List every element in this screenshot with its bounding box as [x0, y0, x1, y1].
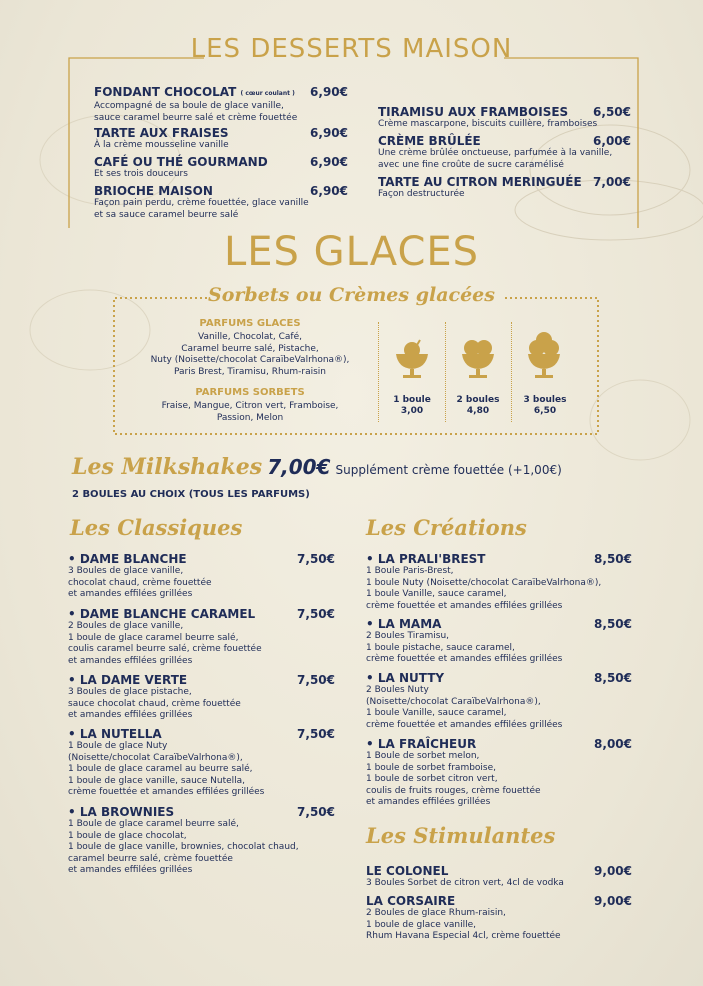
dessert-price: 6,50€: [593, 105, 631, 119]
glaces-title: LES GLACES: [223, 229, 480, 275]
dessert-tiramisu: [378, 105, 631, 131]
dessert-brioche: [94, 184, 348, 221]
dessert-creme-brulee: [378, 134, 631, 171]
item-price: 8,50€: [594, 617, 632, 631]
creations-title: Les Créations: [366, 515, 527, 540]
three-scoop-cup-icon: [526, 330, 562, 382]
dessert-tarte-fraises: [94, 126, 348, 152]
item-price: 9,00€: [594, 864, 632, 878]
divider: [445, 322, 446, 422]
dessert-price: 6,90€: [310, 155, 348, 169]
dessert-tarte-citron: [378, 175, 631, 201]
dessert-desc: Une crème brûlée onctueuse, parfumée à la vanille, avec une fine croûte de sucre caramélisé: [378, 148, 613, 170]
item-price: 8,50€: [594, 671, 632, 685]
desserts-title: LES DESSERTS MAISON: [190, 34, 513, 64]
dessert-desc: Crème mascarpone, biscuits cuillère, framboises: [378, 119, 598, 129]
dessert-desc: Façon pain perdu, crème fouettée, glace vanille et sa sauce caramel beurre salé: [94, 198, 309, 220]
parfums-sorbets-title: PARFUMS SORBETS: [195, 387, 305, 398]
parfums-glaces-list: Vanille, Chocolat, Café, Caramel beurre salé, Pistache, Nuty (Noisette/chocolat CaraïbeValrhona®), Paris Brest, Tiramisu, Rhum-raisin: [150, 332, 350, 377]
scoop-3: [518, 395, 572, 417]
dessert-desc: Accompagné de sa boule de glace vanille, sauce caramel beurre salé et crème fouettée: [94, 101, 298, 123]
parfums-glaces-title: PARFUMS GLACES: [199, 318, 301, 329]
dessert-name: FONDANT CHOCOLAT: [94, 85, 237, 99]
dessert-desc: À la crème mousseline vanille: [94, 140, 229, 150]
item-price: 7,50€: [297, 607, 335, 621]
item-name: LA CORSAIRE: [366, 894, 456, 908]
dessert-desc: Façon destructurée: [378, 189, 465, 199]
item-name: • DAME BLANCHE CARAMEL: [68, 607, 256, 621]
item-name: • DAME BLANCHE: [68, 552, 187, 566]
dessert-name: TARTE AUX FRAISES: [94, 126, 229, 140]
item-desc: 1 Boule de sorbet melon, 1 boule de sorbet framboise, 1 boule de sorbet citron vert, coulis de fruits rouges, crème fouettée et amandes effilées grillées: [366, 751, 541, 807]
item-price: 7,50€: [297, 727, 335, 741]
scoop-label: 2 boules: [456, 395, 500, 405]
item-name: • LA BROWNIES: [68, 805, 175, 819]
scoop-price: 6,50: [533, 406, 557, 416]
one-scoop-cup-icon: [394, 336, 430, 382]
dessert-price: 6,90€: [310, 85, 348, 99]
scoop-2: [451, 395, 505, 417]
item-desc: 1 Boule de glace caramel beurre salé, 1 boule de glace chocolat, 1 boule de glace vanille, brownies, chocolat chaud, caramel beurre salé, crème fouettée et amandes effilées grillées: [68, 819, 299, 875]
item-price: 7,50€: [297, 805, 335, 819]
stimulante-colonel: [366, 864, 632, 890]
dessert-note: ( cœur coulant ): [240, 90, 295, 97]
item-desc: 2 Boules de glace vanille, 1 boule de glace caramel beurre salé, coulis caramel beurre salé, crème fouettée et amandes effilées grillées: [68, 621, 262, 666]
creation-nutty: [366, 671, 632, 731]
dessert-price: 6,90€: [310, 126, 348, 140]
item-desc: 1 Boule Paris-Brest, 1 boule Nuty (Noisette/chocolat CaraïbeValrhona®), 1 boule Vanille, sauce caramel, crème fouettée et amandes effilées grillées: [366, 566, 602, 611]
classique-brownies: [68, 805, 335, 877]
dessert-fondant: [94, 85, 348, 124]
item-name: LE COLONEL: [366, 864, 449, 878]
item-desc: 3 Boules Sorbet de citron vert, 4cl de vodka: [366, 878, 564, 888]
dessert-price: 6,00€: [593, 134, 631, 148]
dessert-desc: Et ses trois douceurs: [94, 169, 188, 179]
item-name: • LA NUTTY: [366, 671, 445, 685]
item-desc: 3 Boules de glace pistache, sauce chocolat chaud, crème fouettée et amandes effilées grillées: [68, 687, 241, 720]
divider: [511, 322, 512, 422]
milkshakes-line: [72, 454, 562, 480]
dessert-name: BRIOCHE MAISON: [94, 184, 213, 198]
item-desc: 3 Boules de glace vanille, chocolat chaud, crème fouettée et amandes effilées grillées: [68, 566, 212, 599]
item-name: • LA FRAÎCHEUR: [366, 737, 477, 751]
item-name: • LA PRALI'BREST: [366, 552, 486, 566]
scoop-1: [385, 395, 439, 417]
item-price: 7,50€: [297, 552, 335, 566]
scoop-price: 4,80: [466, 406, 490, 416]
dessert-name: TARTE AU CITRON MERINGUÉE: [378, 175, 582, 189]
dessert-name: TIRAMISU AUX FRAMBOISES: [378, 105, 569, 119]
milkshakes-supplement: Supplément crème fouettée (+1,00€): [335, 463, 562, 477]
scoop-label: 3 boules: [523, 395, 567, 405]
classique-dame-verte: [68, 673, 335, 722]
item-price: 9,00€: [594, 894, 632, 908]
classique-dame-blanche-caramel: [68, 607, 335, 667]
parfums-sorbets-list: Fraise, Mangue, Citron vert, Framboise, Passion, Melon: [161, 401, 339, 423]
divider: [378, 322, 379, 422]
item-desc: 2 Boules Nuty (Noisette/chocolat CaraïbeValrhona®), 1 boule Vanille, sauce caramel, crème fouettée et amandes effilées grillées: [366, 685, 563, 730]
item-name: • LA MAMA: [366, 617, 442, 631]
item-price: 7,50€: [297, 673, 335, 687]
item-price: 8,50€: [594, 552, 632, 566]
classique-nutella: [68, 727, 335, 799]
glaces-subtitle: Sorbets ou Crèmes glacées: [208, 284, 495, 306]
creation-prali-brest: [366, 552, 632, 612]
dessert-cafe-gourmand: [94, 155, 348, 181]
dessert-price: 7,00€: [593, 175, 631, 189]
item-desc: 1 Boule de glace Nuty (Noisette/chocolat CaraïbeValrhona®), 1 boule de glace caramel au beurre salé, 1 boule de glace vanille, sauce Nutella, crème fouettée et amandes effilées grillées: [68, 741, 265, 797]
milkshakes-title: Les Milkshakes: [72, 454, 263, 480]
stimulante-corsaire: [366, 894, 632, 943]
stimulantes-title: Les Stimulantes: [366, 823, 556, 848]
creation-fraicheur: [366, 737, 632, 809]
item-desc: 2 Boules de glace Rhum-raisin, 1 boule de glace vanille, Rhum Havana Especial 4cl, crème fouettée: [366, 908, 561, 941]
item-desc: 2 Boules Tiramisu, 1 boule pistache, sauce caramel, crème fouettée et amandes effilées grillées: [366, 631, 563, 664]
dessert-price: 6,90€: [310, 184, 348, 198]
item-name: • LA DAME VERTE: [68, 673, 188, 687]
scoop-label: 1 boule: [393, 395, 431, 405]
creation-mama: [366, 617, 632, 666]
classique-dame-blanche: [68, 552, 335, 601]
dessert-name: CAFÉ OU THÉ GOURMAND: [94, 155, 268, 169]
milkshakes-note: 2 BOULES AU CHOIX (TOUS LES PARFUMS): [72, 489, 310, 500]
two-scoop-cup-icon: [460, 334, 496, 382]
item-price: 8,00€: [594, 737, 632, 751]
item-name: • LA NUTELLA: [68, 727, 162, 741]
dessert-name: CRÈME BRÛLÉE: [378, 134, 481, 148]
milkshakes-price: 7,00€: [267, 455, 331, 479]
classiques-title: Les Classiques: [70, 515, 243, 540]
scoop-price: 3,00: [400, 406, 424, 416]
